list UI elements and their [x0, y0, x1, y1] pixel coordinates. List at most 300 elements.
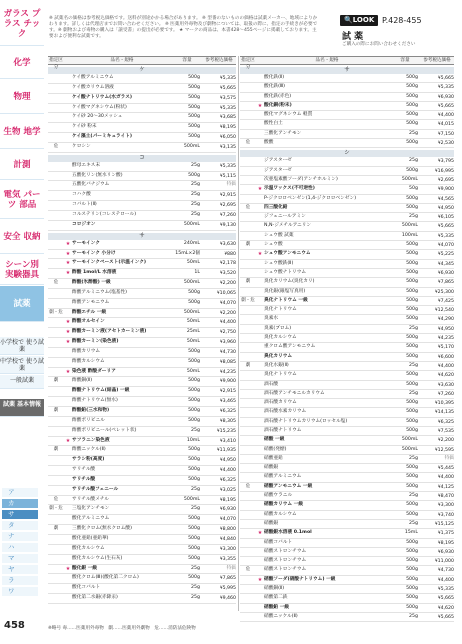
hazard-mark	[240, 501, 256, 509]
item-qty: 25g	[191, 202, 200, 208]
table-row[interactable]	[240, 139, 454, 148]
sidebar-cat-safety[interactable]	[0, 220, 44, 254]
kana-tab-ya[interactable]: ヤ	[2, 565, 38, 574]
table-row[interactable]	[48, 476, 236, 486]
table-row[interactable]	[240, 306, 454, 315]
hazard-mark	[240, 529, 256, 537]
table-row[interactable]	[48, 466, 236, 476]
item-price	[420, 241, 454, 249]
item-name: 酸化マグネシウム 軽質	[264, 112, 313, 118]
item-qty: 500g	[188, 358, 200, 364]
item-price-value: 7,865	[440, 280, 454, 286]
item-qty: 25g	[409, 158, 418, 164]
kana-tab-ra[interactable]: ラ	[2, 576, 38, 585]
item-name: 硝酸アルミニウム	[264, 474, 302, 480]
hazard-mark	[240, 353, 256, 361]
table-row[interactable]	[240, 260, 454, 269]
table-row[interactable]	[240, 381, 454, 390]
item-price	[420, 343, 454, 351]
item-qty: 500g	[406, 84, 418, 90]
table-row[interactable]	[240, 557, 454, 566]
item-price	[420, 315, 454, 323]
item-price-value: 3,355	[222, 556, 236, 562]
table-row[interactable]	[240, 353, 454, 362]
sidebar-cat-reagent[interactable]	[0, 286, 44, 322]
yen-sign: ¥	[438, 567, 441, 573]
table-row[interactable]	[240, 427, 454, 436]
item-price	[420, 185, 454, 193]
table-row[interactable]	[240, 185, 454, 194]
item-qty: 500g	[188, 134, 200, 140]
table-row[interactable]	[240, 250, 454, 259]
sidebar-cat-physics[interactable]	[0, 80, 44, 114]
item-name: 酢酸ニッケル(Ⅱ)	[72, 447, 106, 453]
table-row[interactable]	[240, 436, 454, 445]
table-row[interactable]	[240, 604, 454, 613]
sidebar-sub-general[interactable]	[0, 375, 44, 389]
table-row[interactable]	[240, 232, 454, 241]
hazard-mark	[48, 250, 64, 259]
table-row[interactable]	[48, 368, 236, 378]
yen-sign: ¥	[220, 575, 223, 581]
table-row[interactable]	[240, 111, 454, 120]
table-row[interactable]	[240, 539, 454, 548]
table-row[interactable]	[240, 492, 454, 501]
kana-tab-wa[interactable]: ワ	[2, 587, 38, 596]
item-price-value: 6,325	[440, 419, 454, 425]
table-row[interactable]	[48, 496, 236, 506]
item-name: 酢酸ナトリウム(結晶) 一級	[72, 388, 130, 394]
sidebar-cat-scene[interactable]	[0, 255, 44, 285]
item-price	[420, 222, 454, 230]
star-slot	[256, 594, 264, 602]
item-price	[202, 427, 236, 436]
item-price	[202, 505, 236, 514]
table-row[interactable]	[48, 515, 236, 525]
item-name: 酢酸 1mol/L 水溶液	[72, 270, 117, 276]
table-row[interactable]	[240, 83, 454, 92]
item-qty: 500mL	[183, 221, 200, 227]
star-slot	[64, 309, 72, 318]
item-name: シュウ酸 試薬	[264, 232, 294, 238]
table-row[interactable]	[48, 104, 236, 114]
kana-tab-ka[interactable]: カ	[2, 499, 38, 508]
item-qty: 500g	[188, 516, 200, 522]
item-price-value: 4,400	[222, 468, 236, 474]
table-row[interactable]	[240, 464, 454, 473]
item-name: ケイ酸アルミニウム	[72, 75, 114, 80]
item-qty: 500g	[406, 269, 418, 275]
table-row[interactable]	[240, 408, 454, 417]
item-price	[202, 94, 236, 103]
yen-sign: ¥	[220, 84, 223, 90]
sidebar-cat-chemistry[interactable]	[0, 47, 44, 79]
sidebar-sub-basic-info[interactable]	[0, 399, 44, 417]
header-name: 品名・規格	[315, 58, 339, 63]
star-icon: ★	[65, 240, 71, 247]
sidebar-cat-glass[interactable]	[0, 2, 44, 46]
item-name: 酢酸カーミン液(アセトカーミン液)	[72, 329, 147, 335]
table-row[interactable]	[48, 191, 236, 201]
table-row[interactable]	[48, 201, 236, 211]
sidebar	[0, 0, 44, 644]
item-price	[202, 259, 236, 268]
item-price	[202, 387, 236, 396]
table-row[interactable]	[240, 548, 454, 557]
item-qty: 500g	[406, 539, 418, 545]
item-name: 四三酸化鉛	[264, 204, 288, 210]
table-row[interactable]	[48, 162, 236, 172]
table-row[interactable]	[48, 565, 236, 575]
table-row[interactable]	[240, 566, 454, 575]
star-slot	[256, 157, 264, 165]
item-qty: 500g	[406, 567, 418, 573]
table-row[interactable]	[48, 446, 236, 456]
table-row[interactable]	[48, 74, 236, 84]
star-icon: ★	[65, 270, 71, 277]
item-qty: 10mL	[186, 437, 200, 443]
item-price-value: 3,685	[222, 115, 236, 121]
item-price	[420, 278, 454, 286]
star-slot	[256, 501, 264, 509]
item-price-value: 3,630	[440, 382, 454, 388]
hazard-mark	[240, 436, 256, 444]
table-row[interactable]	[48, 555, 236, 565]
table-row[interactable]	[240, 501, 454, 510]
table-row[interactable]	[48, 358, 236, 368]
item-price	[202, 417, 236, 426]
table-row[interactable]	[240, 195, 454, 204]
item-price	[202, 104, 236, 113]
star-slot	[256, 613, 264, 621]
hazard-mark: 劇・危	[49, 506, 63, 512]
table-row[interactable]	[240, 213, 454, 222]
yen-sign: ¥	[438, 539, 441, 545]
table-row[interactable]	[48, 594, 236, 604]
item-price	[202, 338, 236, 347]
item-price-value: 25,300	[437, 289, 454, 295]
table-row[interactable]	[48, 94, 236, 104]
item-name: 硝酸銀	[264, 465, 279, 471]
table-row[interactable]	[48, 377, 236, 387]
table-row[interactable]	[240, 390, 454, 399]
item-name: 酒石酸カリウム	[264, 400, 297, 406]
item-price	[420, 399, 454, 407]
look-reference	[340, 15, 458, 27]
hazard-mark	[240, 613, 256, 621]
item-price	[420, 74, 454, 82]
item-name: 酸化クロム(Ⅲ)(酸化第二クロム)	[72, 575, 139, 581]
table-row[interactable]	[240, 315, 454, 324]
table-row[interactable]	[240, 157, 454, 166]
table-row[interactable]	[48, 172, 236, 182]
yen-sign: ¥	[220, 388, 223, 394]
sidebar-sub-junior[interactable]	[0, 356, 44, 374]
table-row[interactable]	[240, 204, 454, 213]
item-price	[420, 539, 454, 547]
item-price	[420, 297, 454, 305]
table-row[interactable]	[240, 455, 454, 464]
item-price	[420, 157, 454, 165]
table-row[interactable]	[48, 397, 236, 407]
item-name: サラシ粉(高度)	[72, 457, 105, 463]
yen-sign: ¥	[438, 176, 441, 182]
table-row[interactable]	[48, 84, 236, 94]
yen-sign: ¥	[435, 167, 438, 173]
item-qty: 500g	[188, 378, 200, 384]
table-row[interactable]	[48, 211, 236, 221]
table-row[interactable]	[240, 529, 454, 538]
table-row[interactable]	[240, 520, 454, 529]
item-price	[420, 362, 454, 370]
star-slot	[64, 191, 72, 200]
table-row[interactable]	[240, 511, 454, 520]
yen-sign: ¥	[438, 121, 441, 127]
table-row[interactable]	[48, 133, 236, 143]
item-price-value: 3,740	[440, 512, 454, 518]
item-qty: 500g	[188, 408, 200, 413]
item-price-value: 12,540	[437, 308, 454, 314]
sidebar-sub-label: 試薬 基本情報	[2, 401, 42, 408]
table-row[interactable]	[240, 371, 454, 380]
table-row[interactable]	[48, 279, 236, 289]
header-star	[64, 57, 72, 64]
table-row[interactable]	[240, 176, 454, 185]
table-row[interactable]	[240, 120, 454, 129]
table-row[interactable]	[48, 427, 236, 437]
item-qty: 500g	[406, 121, 418, 127]
item-name: ジアスターゼ	[264, 158, 292, 164]
table-row[interactable]	[240, 483, 454, 492]
kana-tab-ha[interactable]: ハ	[2, 543, 38, 552]
star-slot	[256, 446, 264, 454]
table-row[interactable]	[240, 269, 454, 278]
table-row[interactable]	[48, 348, 236, 358]
item-price	[420, 390, 454, 398]
hazard-mark	[240, 594, 256, 602]
table-row[interactable]	[240, 399, 454, 408]
star-slot	[64, 397, 72, 406]
table-row[interactable]	[48, 584, 236, 594]
yen-sign: ¥	[220, 202, 223, 208]
hazard-mark	[48, 201, 64, 210]
kana-tab-a[interactable]: ア	[2, 488, 38, 497]
hazard-mark	[48, 427, 64, 436]
table-row[interactable]	[48, 113, 236, 123]
hazard-mark	[48, 94, 64, 103]
table-row[interactable]	[240, 241, 454, 250]
table-row[interactable]	[240, 74, 454, 83]
star-slot	[256, 278, 264, 286]
item-price-value: 5,170	[440, 345, 454, 351]
item-name: 酸化カルシウム	[72, 545, 105, 551]
star-slot	[256, 167, 264, 175]
table-row[interactable]	[48, 505, 236, 515]
table-row[interactable]	[48, 309, 236, 319]
table-row[interactable]	[240, 418, 454, 427]
item-price	[420, 594, 454, 602]
table-row[interactable]	[48, 318, 236, 328]
table-row[interactable]	[48, 545, 236, 555]
table-row[interactable]	[240, 325, 454, 334]
star-slot	[256, 111, 264, 119]
item-price-value: 6,600	[440, 354, 454, 360]
table-row[interactable]	[240, 576, 454, 585]
item-price	[420, 613, 454, 621]
item-price-value: 14,135	[437, 410, 454, 416]
table-row[interactable]	[48, 437, 236, 447]
item-name: 臭化水銀(Ⅱ)	[264, 362, 289, 368]
table-row[interactable]	[240, 167, 454, 176]
table-row[interactable]	[240, 362, 454, 371]
yen-sign: ¥	[438, 493, 441, 499]
item-qty: 500g	[406, 344, 418, 350]
table-row[interactable]	[240, 130, 454, 139]
table-row[interactable]	[48, 456, 236, 466]
table-row[interactable]	[48, 259, 236, 269]
item-price-value: 11,000	[437, 559, 454, 565]
sidebar-cat-label: シーン別 実験器具	[4, 259, 39, 280]
table-row[interactable]	[240, 288, 454, 297]
item-price	[202, 584, 236, 593]
item-name: 臭化銀(銀塩写真用)	[264, 288, 306, 294]
table-row[interactable]	[240, 594, 454, 603]
hazard-mark	[48, 104, 64, 113]
item-qty: 25g	[191, 192, 200, 198]
item-qty: 500g	[406, 279, 418, 285]
item-qty: 50mL	[186, 368, 200, 374]
item-name: ジアスターゼ	[264, 167, 292, 173]
table-row[interactable]	[48, 299, 236, 309]
sidebar-sub-elementary[interactable]	[0, 337, 44, 355]
item-price	[202, 574, 236, 583]
table-row[interactable]	[240, 102, 454, 111]
item-price-value: 5,225	[440, 252, 454, 258]
table-row[interactable]	[48, 387, 236, 397]
look-page-ref[interactable]: P.428-455	[382, 16, 422, 25]
hazard-mark: 劇・危	[49, 309, 63, 315]
table-row[interactable]	[48, 269, 236, 279]
item-qty: 500mL	[183, 143, 200, 149]
item-price-value: 3,410	[222, 438, 236, 444]
yen-sign: ¥	[220, 339, 223, 345]
item-price	[420, 511, 454, 519]
star-icon: ★	[257, 251, 263, 258]
item-name: 重クロム酸アンモニウム	[264, 344, 316, 350]
table-row[interactable]	[48, 535, 236, 545]
sidebar-cat-label: 試薬	[13, 298, 31, 309]
hazard-mark: 危	[53, 496, 59, 502]
sidebar-cat-biology[interactable]	[0, 115, 44, 149]
item-price-value: 6,325	[222, 409, 236, 414]
yen-sign: ¥	[435, 446, 438, 452]
table-row[interactable]	[48, 417, 236, 427]
table-row[interactable]	[240, 343, 454, 352]
star-slot	[64, 515, 72, 524]
kana-tab-ma[interactable]: マ	[2, 554, 38, 563]
table-row[interactable]	[240, 278, 454, 287]
kana-tab-ta[interactable]: タ	[2, 521, 38, 530]
item-name: コルステリン(コレステロール)	[72, 211, 137, 217]
kana-tab-sa[interactable]: サ	[2, 510, 38, 519]
hazard-mark	[48, 574, 64, 583]
look-label: LOOK	[352, 16, 375, 24]
table-row[interactable]	[48, 123, 236, 133]
table-row[interactable]	[48, 181, 236, 191]
section-header: ケ	[48, 67, 236, 74]
item-name: 示温ワックス(不可逆性)	[264, 186, 315, 192]
hazard-mark	[48, 515, 64, 524]
table-row[interactable]	[48, 289, 236, 299]
table-row[interactable]	[240, 473, 454, 482]
kana-tab-na[interactable]: ナ	[2, 532, 38, 541]
star-slot	[256, 306, 264, 314]
yen-sign: ¥	[220, 309, 223, 315]
star-slot	[256, 353, 264, 361]
right-table-body	[240, 67, 454, 622]
table-row[interactable]	[240, 297, 454, 306]
table-row[interactable]	[48, 328, 236, 338]
sidebar-cat-label: 化学	[13, 57, 31, 68]
table-row[interactable]	[48, 143, 236, 153]
item-qty: 500g	[406, 381, 418, 387]
table-row[interactable]	[48, 407, 236, 417]
item-price-value: 3,465	[222, 399, 236, 405]
table-row[interactable]	[240, 613, 454, 622]
table-row[interactable]	[48, 574, 236, 584]
item-price-value: 3,025	[222, 487, 236, 493]
item-qty: 15mL×2個	[175, 250, 200, 256]
table-row[interactable]	[240, 93, 454, 102]
sidebar-cat-measure[interactable]	[0, 150, 44, 180]
star-slot	[256, 390, 264, 398]
table-row[interactable]	[48, 221, 236, 231]
item-price	[420, 418, 454, 426]
yen-sign: ¥	[438, 158, 441, 164]
item-qty: 25g	[409, 493, 418, 499]
item-price-value: 5,665	[440, 596, 454, 602]
table-row[interactable]	[48, 338, 236, 348]
table-row[interactable]	[48, 240, 236, 250]
item-price-value: 9,900	[222, 379, 236, 385]
table-row[interactable]	[48, 486, 236, 496]
hazard-mark	[240, 446, 256, 454]
star-slot	[64, 476, 72, 485]
table-row[interactable]	[48, 525, 236, 535]
item-qty: 500g	[406, 604, 418, 610]
table-row[interactable]	[240, 585, 454, 594]
table-row[interactable]	[240, 446, 454, 455]
item-price	[420, 260, 454, 268]
table-row[interactable]	[240, 334, 454, 343]
star-slot	[64, 594, 72, 603]
table-row[interactable]	[48, 250, 236, 260]
page-number: 458	[4, 620, 25, 631]
item-qty: 25g	[191, 182, 200, 188]
hazard-mark	[240, 473, 256, 481]
yen-sign: ¥	[438, 613, 441, 619]
sidebar-cat-electric[interactable]	[0, 181, 44, 219]
section-header: サ	[240, 67, 454, 74]
item-price-value: 8,195	[222, 497, 236, 503]
item-price	[420, 232, 454, 240]
star-icon: ★	[65, 368, 71, 375]
item-price-value: 3,520	[222, 271, 236, 277]
yen-sign: ¥	[220, 486, 223, 492]
table-row[interactable]	[240, 222, 454, 231]
item-price-value: 11,935	[219, 448, 236, 454]
yen-sign: ¥	[438, 242, 441, 248]
